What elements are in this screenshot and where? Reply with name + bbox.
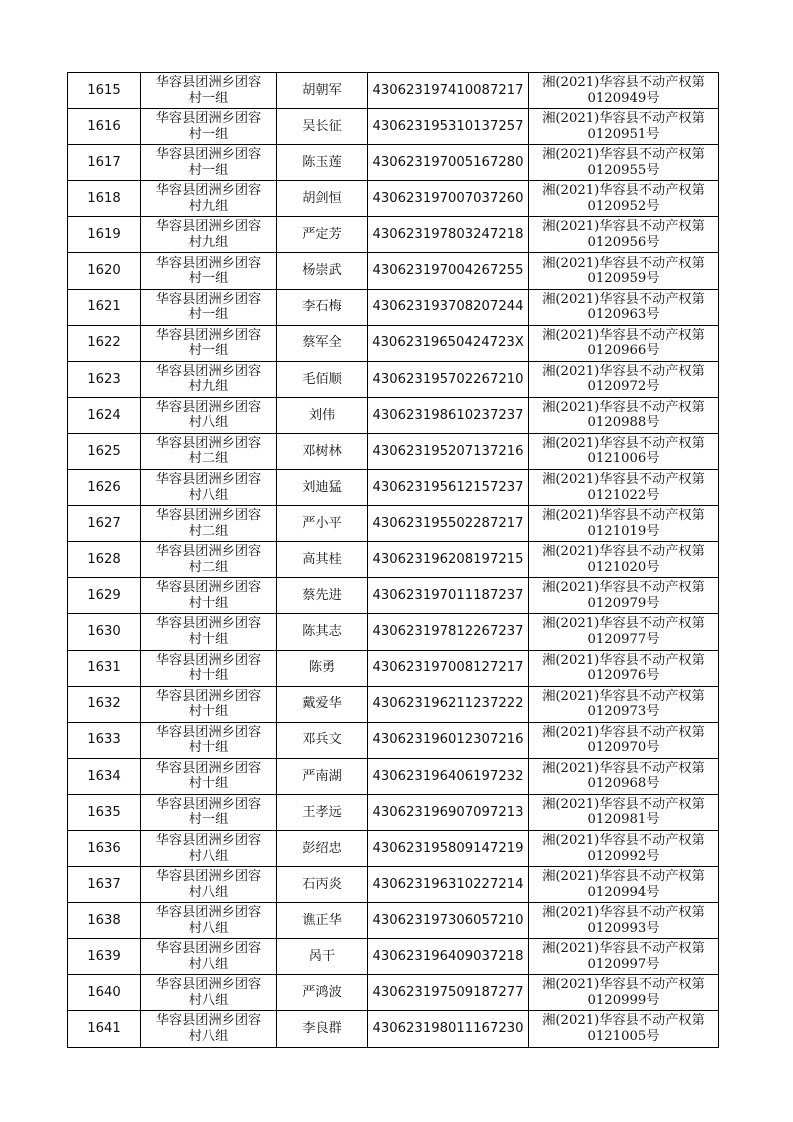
certificate-line-1: 湘(2021)华容县不动产权第 [542, 219, 705, 235]
certificate-line-2: 0120992号 [587, 848, 660, 864]
row-number: 1620 [68, 253, 141, 289]
certificate-line-1: 湘(2021)华容县不动产权第 [542, 833, 705, 849]
row-number: 1627 [68, 506, 141, 542]
row-number: 1621 [68, 289, 141, 325]
certificate-line-2: 0120981号 [587, 812, 660, 828]
records-body [68, 73, 719, 1048]
id-number: 430623197011187237 [368, 578, 529, 614]
row-number: 1631 [68, 650, 141, 686]
row-number: 1630 [68, 614, 141, 650]
owner-name: 彭绍忠 [277, 830, 368, 866]
address-cell [141, 433, 277, 469]
certificate-line-2: 0120956号 [587, 234, 660, 250]
table-row [68, 578, 719, 614]
owner-name: 严小平 [277, 506, 368, 542]
certificate-line-1: 湘(2021)华容县不动产权第 [542, 941, 705, 957]
address-line-1: 华容县团洲乡团容 [155, 147, 262, 163]
certificate-line-1: 湘(2021)华容县不动产权第 [542, 1013, 705, 1029]
certificate-line-1: 湘(2021)华容县不动产权第 [542, 977, 705, 993]
address-line-1: 华容县团洲乡团容 [155, 219, 262, 235]
id-number: 430623197306057210 [368, 903, 529, 939]
certificate-cell [529, 975, 719, 1011]
certificate-line-1: 湘(2021)华容县不动产权第 [542, 363, 705, 379]
certificate-line-1: 湘(2021)华容县不动产权第 [542, 255, 705, 271]
id-number: 430623195310137257 [368, 109, 529, 145]
address-line-1: 华容县团洲乡团容 [155, 977, 262, 993]
address-cell [141, 722, 277, 758]
owner-name: 邓兵文 [277, 722, 368, 758]
certificate-line-1: 湘(2021)华容县不动产权第 [542, 147, 705, 163]
certificate-line-1: 湘(2021)华容县不动产权第 [542, 508, 705, 524]
owner-name: 蔡先进 [277, 578, 368, 614]
certificate-line-2: 0120993号 [587, 920, 660, 936]
address-line-1: 华容县团洲乡团容 [155, 796, 262, 812]
id-number: 430623195809147219 [368, 830, 529, 866]
address-line-1: 华容县团洲乡团容 [155, 941, 262, 957]
address-line-1: 华容县团洲乡团容 [155, 75, 262, 91]
address-line-1: 华容县团洲乡团容 [155, 291, 262, 307]
row-number: 1636 [68, 830, 141, 866]
certificate-cell [529, 397, 719, 433]
address-line-2: 村十组 [188, 595, 229, 611]
address-cell [141, 830, 277, 866]
certificate-cell [529, 253, 719, 289]
certificate-cell [529, 794, 719, 830]
address-line-2: 村九组 [188, 379, 229, 395]
certificate-cell [529, 109, 719, 145]
table-row [68, 903, 719, 939]
certificate-line-1: 湘(2021)华容县不动产权第 [542, 111, 705, 127]
table-row [68, 758, 719, 794]
owner-name: 胡朝军 [277, 73, 368, 109]
table-row [68, 614, 719, 650]
row-number: 1638 [68, 903, 141, 939]
table-row [68, 939, 719, 975]
row-number: 1634 [68, 758, 141, 794]
address-cell [141, 470, 277, 506]
address-line-2: 村十组 [188, 668, 229, 684]
row-number: 1633 [68, 722, 141, 758]
table-row [68, 145, 719, 181]
certificate-line-1: 湘(2021)华容县不动产权第 [542, 435, 705, 451]
address-line-1: 华容县团洲乡团容 [155, 472, 262, 488]
address-line-1: 华容县团洲乡团容 [155, 616, 262, 632]
certificate-line-1: 湘(2021)华容县不动产权第 [542, 760, 705, 776]
owner-name: 邓树林 [277, 433, 368, 469]
id-number: 430623197007037260 [368, 181, 529, 217]
id-number: 430623195207137216 [368, 433, 529, 469]
address-line-2: 村二组 [188, 451, 229, 467]
owner-name: 严定芳 [277, 217, 368, 253]
certificate-line-2: 0120988号 [587, 415, 660, 431]
certificate-cell [529, 867, 719, 903]
certificate-cell [529, 903, 719, 939]
row-number: 1618 [68, 181, 141, 217]
address-line-2: 村八组 [188, 992, 229, 1008]
certificate-cell [529, 686, 719, 722]
certificate-line-1: 湘(2021)华容县不动产权第 [542, 472, 705, 488]
owner-name: 陈勇 [277, 650, 368, 686]
row-number: 1617 [68, 145, 141, 181]
row-number: 1616 [68, 109, 141, 145]
row-number: 1628 [68, 542, 141, 578]
address-cell [141, 145, 277, 181]
certificate-cell [529, 1011, 719, 1047]
address-cell [141, 361, 277, 397]
id-number: 430623196310227214 [368, 867, 529, 903]
address-cell [141, 253, 277, 289]
certificate-cell [529, 217, 719, 253]
table-row [68, 397, 719, 433]
certificate-cell [529, 650, 719, 686]
id-number: 430623197005167280 [368, 145, 529, 181]
table-row [68, 650, 719, 686]
certificate-line-1: 湘(2021)华容县不动产权第 [542, 327, 705, 343]
table-row [68, 506, 719, 542]
address-line-2: 村一组 [188, 812, 229, 828]
owner-name: 石丙炎 [277, 867, 368, 903]
row-number: 1625 [68, 433, 141, 469]
address-line-1: 华容县团洲乡团容 [155, 363, 262, 379]
certificate-cell [529, 361, 719, 397]
id-number: 430623198610237237 [368, 397, 529, 433]
certificate-cell [529, 433, 719, 469]
id-number: 430623197008127217 [368, 650, 529, 686]
address-line-1: 华容县团洲乡团容 [155, 580, 262, 596]
certificate-line-2: 0121005号 [587, 1028, 660, 1044]
address-line-2: 村十组 [188, 704, 229, 720]
address-cell [141, 686, 277, 722]
address-line-1: 华容县团洲乡团容 [155, 399, 262, 415]
certificate-cell [529, 470, 719, 506]
owner-name: 毛佰顺 [277, 361, 368, 397]
certificate-line-2: 0120952号 [587, 198, 660, 214]
address-line-2: 村二组 [188, 559, 229, 575]
address-line-2: 村十组 [188, 776, 229, 792]
certificate-line-2: 0121006号 [587, 451, 660, 467]
row-number: 1619 [68, 217, 141, 253]
id-number: 430623197410087217 [368, 73, 529, 109]
row-number: 1637 [68, 867, 141, 903]
table-row [68, 181, 719, 217]
certificate-line-2: 0121022号 [587, 487, 660, 503]
certificate-line-2: 0120977号 [587, 631, 660, 647]
id-number: 430623197004267255 [368, 253, 529, 289]
table-row [68, 542, 719, 578]
certificate-line-2: 0120970号 [587, 740, 660, 756]
address-line-2: 村十组 [188, 631, 229, 647]
certificate-line-1: 湘(2021)华容县不动产权第 [542, 796, 705, 812]
address-line-1: 华容县团洲乡团容 [155, 111, 262, 127]
certificate-cell [529, 325, 719, 361]
owner-name: 高其桂 [277, 542, 368, 578]
table-row [68, 975, 719, 1011]
table-row [68, 361, 719, 397]
address-line-1: 华容县团洲乡团容 [155, 724, 262, 740]
address-line-2: 村八组 [188, 487, 229, 503]
address-cell [141, 289, 277, 325]
owner-name: 呙干 [277, 939, 368, 975]
certificate-cell [529, 939, 719, 975]
address-line-2: 村八组 [188, 415, 229, 431]
certificate-cell [529, 830, 719, 866]
certificate-cell [529, 758, 719, 794]
certificate-line-2: 0120979号 [587, 595, 660, 611]
certificate-line-2: 0120951号 [587, 126, 660, 142]
certificate-line-1: 湘(2021)华容县不动产权第 [542, 869, 705, 885]
address-line-1: 华容县团洲乡团容 [155, 327, 262, 343]
address-line-2: 村八组 [188, 848, 229, 864]
row-number: 1640 [68, 975, 141, 1011]
row-number: 1632 [68, 686, 141, 722]
certificate-line-2: 0120999号 [587, 992, 660, 1008]
address-cell [141, 939, 277, 975]
certificate-line-1: 湘(2021)华容县不动产权第 [542, 652, 705, 668]
records-table [67, 72, 719, 1048]
certificate-cell [529, 73, 719, 109]
address-line-1: 华容县团洲乡团容 [155, 255, 262, 271]
owner-name: 李良群 [277, 1011, 368, 1047]
address-line-2: 村九组 [188, 234, 229, 250]
address-cell [141, 578, 277, 614]
owner-name: 陈玉莲 [277, 145, 368, 181]
row-number: 1623 [68, 361, 141, 397]
table-row [68, 253, 719, 289]
certificate-line-1: 湘(2021)华容县不动产权第 [542, 75, 705, 91]
address-line-1: 华容县团洲乡团容 [155, 869, 262, 885]
certificate-cell [529, 578, 719, 614]
certificate-line-2: 0121020号 [587, 559, 660, 575]
address-line-2: 村八组 [188, 956, 229, 972]
table-row [68, 73, 719, 109]
certificate-cell [529, 542, 719, 578]
address-line-1: 华容县团洲乡团容 [155, 688, 262, 704]
row-number: 1639 [68, 939, 141, 975]
owner-name: 戴爱华 [277, 686, 368, 722]
table-row [68, 686, 719, 722]
address-cell [141, 903, 277, 939]
owner-name: 胡剑恒 [277, 181, 368, 217]
id-number: 430623196907097213 [368, 794, 529, 830]
row-number: 1641 [68, 1011, 141, 1047]
owner-name: 刘迪猛 [277, 470, 368, 506]
address-cell [141, 650, 277, 686]
table-row [68, 433, 719, 469]
row-number: 1615 [68, 73, 141, 109]
certificate-line-1: 湘(2021)华容县不动产权第 [542, 580, 705, 596]
address-line-1: 华容县团洲乡团容 [155, 435, 262, 451]
owner-name: 杨崇武 [277, 253, 368, 289]
address-cell [141, 506, 277, 542]
certificate-line-1: 湘(2021)华容县不动产权第 [542, 724, 705, 740]
owner-name: 蔡军全 [277, 325, 368, 361]
certificate-line-1: 湘(2021)华容县不动产权第 [542, 291, 705, 307]
table-row [68, 867, 719, 903]
certificate-line-2: 0120997号 [587, 956, 660, 972]
address-line-2: 村二组 [188, 523, 229, 539]
owner-name: 谯正华 [277, 903, 368, 939]
address-cell [141, 73, 277, 109]
certificate-line-2: 0120966号 [587, 343, 660, 359]
address-cell [141, 325, 277, 361]
address-line-2: 村一组 [188, 126, 229, 142]
certificate-line-2: 0120972号 [587, 379, 660, 395]
address-line-2: 村一组 [188, 162, 229, 178]
certificate-line-1: 湘(2021)华容县不动产权第 [542, 688, 705, 704]
id-number: 430623196211237222 [368, 686, 529, 722]
certificate-line-1: 湘(2021)华容县不动产权第 [542, 183, 705, 199]
address-line-1: 华容县团洲乡团容 [155, 833, 262, 849]
certificate-line-2: 0120976号 [587, 668, 660, 684]
address-cell [141, 614, 277, 650]
id-number: 430623196012307216 [368, 722, 529, 758]
certificate-line-1: 湘(2021)华容县不动产权第 [542, 905, 705, 921]
address-cell [141, 217, 277, 253]
address-line-1: 华容县团洲乡团容 [155, 508, 262, 524]
certificate-line-2: 0120959号 [587, 271, 660, 287]
address-line-2: 村八组 [188, 920, 229, 936]
certificate-line-1: 湘(2021)华容县不动产权第 [542, 616, 705, 632]
address-line-2: 村一组 [188, 271, 229, 287]
address-line-1: 华容县团洲乡团容 [155, 1013, 262, 1029]
table-row [68, 289, 719, 325]
address-cell [141, 1011, 277, 1047]
row-number: 1635 [68, 794, 141, 830]
table-row [68, 217, 719, 253]
certificate-line-2: 0120968号 [587, 776, 660, 792]
id-number: 430623195502287217 [368, 506, 529, 542]
certificate-line-2: 0120955号 [587, 162, 660, 178]
table-row [68, 325, 719, 361]
certificate-cell [529, 506, 719, 542]
certificate-line-1: 湘(2021)华容县不动产权第 [542, 544, 705, 560]
certificate-line-2: 0120973号 [587, 704, 660, 720]
table-row [68, 722, 719, 758]
address-line-2: 村一组 [188, 90, 229, 106]
address-line-2: 村一组 [188, 343, 229, 359]
address-line-1: 华容县团洲乡团容 [155, 544, 262, 560]
address-cell [141, 542, 277, 578]
row-number: 1629 [68, 578, 141, 614]
address-line-2: 村一组 [188, 307, 229, 323]
address-line-1: 华容县团洲乡团容 [155, 652, 262, 668]
address-line-2: 村八组 [188, 884, 229, 900]
certificate-cell [529, 289, 719, 325]
address-cell [141, 867, 277, 903]
certificate-line-2: 0120963号 [587, 307, 660, 323]
address-line-1: 华容县团洲乡团容 [155, 760, 262, 776]
table-row [68, 109, 719, 145]
address-line-2: 村九组 [188, 198, 229, 214]
owner-name: 严鸿波 [277, 975, 368, 1011]
owner-name: 王孝远 [277, 794, 368, 830]
id-number: 430623198011167230 [368, 1011, 529, 1047]
address-cell [141, 109, 277, 145]
id-number: 430623197812267237 [368, 614, 529, 650]
id-number: 430623196409037218 [368, 939, 529, 975]
address-line-1: 华容县团洲乡团容 [155, 183, 262, 199]
certificate-cell [529, 722, 719, 758]
owner-name: 严南湖 [277, 758, 368, 794]
id-number: 430623196406197232 [368, 758, 529, 794]
address-cell [141, 975, 277, 1011]
id-number: 430623197803247218 [368, 217, 529, 253]
row-number: 1626 [68, 470, 141, 506]
id-number: 430623195612157237 [368, 470, 529, 506]
owner-name: 刘伟 [277, 397, 368, 433]
certificate-line-1: 湘(2021)华容县不动产权第 [542, 399, 705, 415]
address-cell [141, 758, 277, 794]
table-row [68, 470, 719, 506]
address-cell [141, 181, 277, 217]
certificate-line-2: 0120949号 [587, 90, 660, 106]
certificate-cell [529, 614, 719, 650]
owner-name: 李石梅 [277, 289, 368, 325]
id-number: 430623195702267210 [368, 361, 529, 397]
id-number: 430623197509187277 [368, 975, 529, 1011]
row-number: 1624 [68, 397, 141, 433]
address-cell [141, 794, 277, 830]
id-number: 43062319650424723X [368, 325, 529, 361]
id-number: 430623193708207244 [368, 289, 529, 325]
address-line-1: 华容县团洲乡团容 [155, 905, 262, 921]
certificate-cell [529, 181, 719, 217]
certificate-cell [529, 145, 719, 181]
table-row [68, 1011, 719, 1047]
certificate-line-2: 0121019号 [587, 523, 660, 539]
id-number: 430623196208197215 [368, 542, 529, 578]
table-row [68, 794, 719, 830]
certificate-line-2: 0120994号 [587, 884, 660, 900]
address-cell [141, 397, 277, 433]
table-row [68, 830, 719, 866]
owner-name: 陈其志 [277, 614, 368, 650]
row-number: 1622 [68, 325, 141, 361]
owner-name: 吴长征 [277, 109, 368, 145]
address-line-2: 村十组 [188, 740, 229, 756]
address-line-2: 村八组 [188, 1028, 229, 1044]
